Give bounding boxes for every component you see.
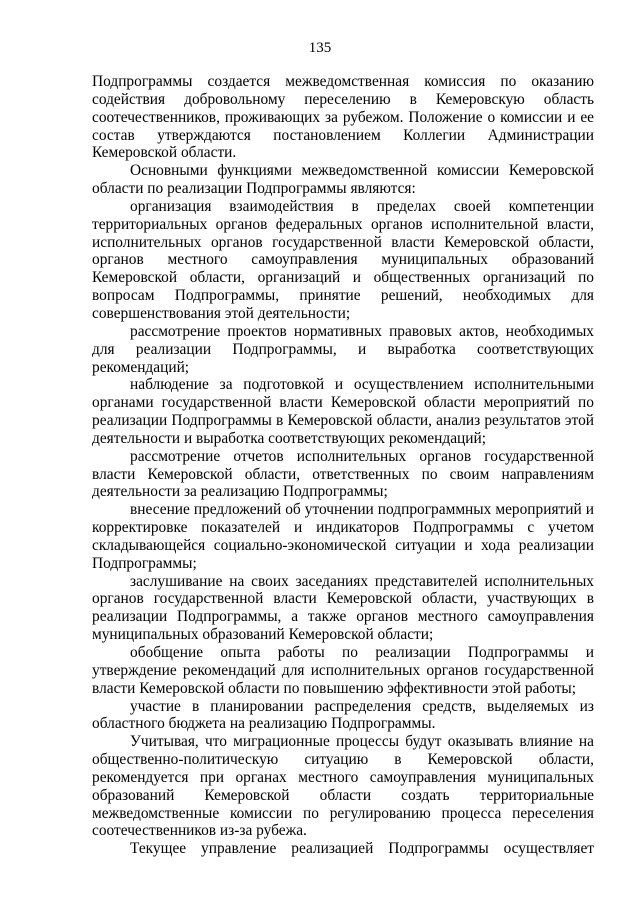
list-item-proposals: внесение предложений об уточнении подпрограммных мероприятий и корректировке показателей и индикаторов Подпрограммы с учетом складывающейся социально-экономической ситуации и хода реализации Подпрограммы;: [92, 501, 594, 572]
list-item-experience: обобщение опыта работы по реализации Подпрограммы и утверждение рекомендаций для исполнительных органов государственной власти Кемеровской области по повышению эффективности этой работы;: [92, 644, 594, 697]
list-item-legal-acts: рассмотрение проектов нормативных правовых актов, необходимых для реализации Подпрограммы, и выработка соответствующих рекомендаций;: [92, 322, 594, 376]
list-item-interaction: организация взаимодействия в пределах своей компетенции территориальных органов федеральных органов исполнительной власти, исполнительных органов государственной власти Кемеровской области, органов местного самоуправления муниципальных образований Кемеровской области, организаций и общественных организаций по вопросам Подпрограммы, принятие решений, необходимых для совершенствования этой деятельности;: [92, 197, 594, 322]
list-item-reports: рассмотрение отчетов исполнительных органов государственной власти Кемеровской области, ответственных по своим направлениям деятельности за реализацию Подпрограммы;: [92, 447, 594, 501]
page-number: 135: [308, 40, 332, 56]
document-body: [92, 73, 594, 858]
list-item-hearings: заслушивание на своих заседаниях представителей исполнительных органов государственной власти Кемеровской области, участвующих в реализации Подпрограммы, а также органов местного самоуправления муниципальных образований Кемеровской области;: [92, 572, 594, 644]
paragraph-migration: Учитывая, что миграционные процессы будут оказывать влияние на общественно-политическую ситуацию в Кемеровской области, рекомендуется при органах местного самоуправления муниципальных образований Кемеровской области создать территориальные межведомственные комиссии по регулированию процесса переселения соотечественников из-за рубежа.: [92, 733, 594, 840]
list-item-budget: участие в планировании распределения средств, выделяемых из областного бюджета на реализацию Подпрограммы.: [92, 697, 594, 733]
paragraph-current-management: Текущее управление реализацией Подпрограммы осуществляет: [130, 840, 594, 858]
paragraph-functions-heading: Основными функциями межведомственной комиссии Кемеровской области по реализации Подпрограммы являются:: [92, 162, 594, 198]
paragraph-commission-intro: Подпрограммы создается межведомственная комиссия по оказанию содействия добровольному переселению в Кемеровскую область соотечественников, проживающих за рубежом. Положение о комиссии и ее состав утверждаются постановлением Коллегии Администрации Кемеровской области.: [92, 73, 594, 162]
list-item-monitoring: наблюдение за подготовкой и осуществлением исполнительными органами государственной власти Кемеровской области мероприятий по реализации Подпрограммы в Кемеровской области, анализ результатов этой деятельности и выработка соответствующих рекомендаций;: [92, 376, 594, 447]
